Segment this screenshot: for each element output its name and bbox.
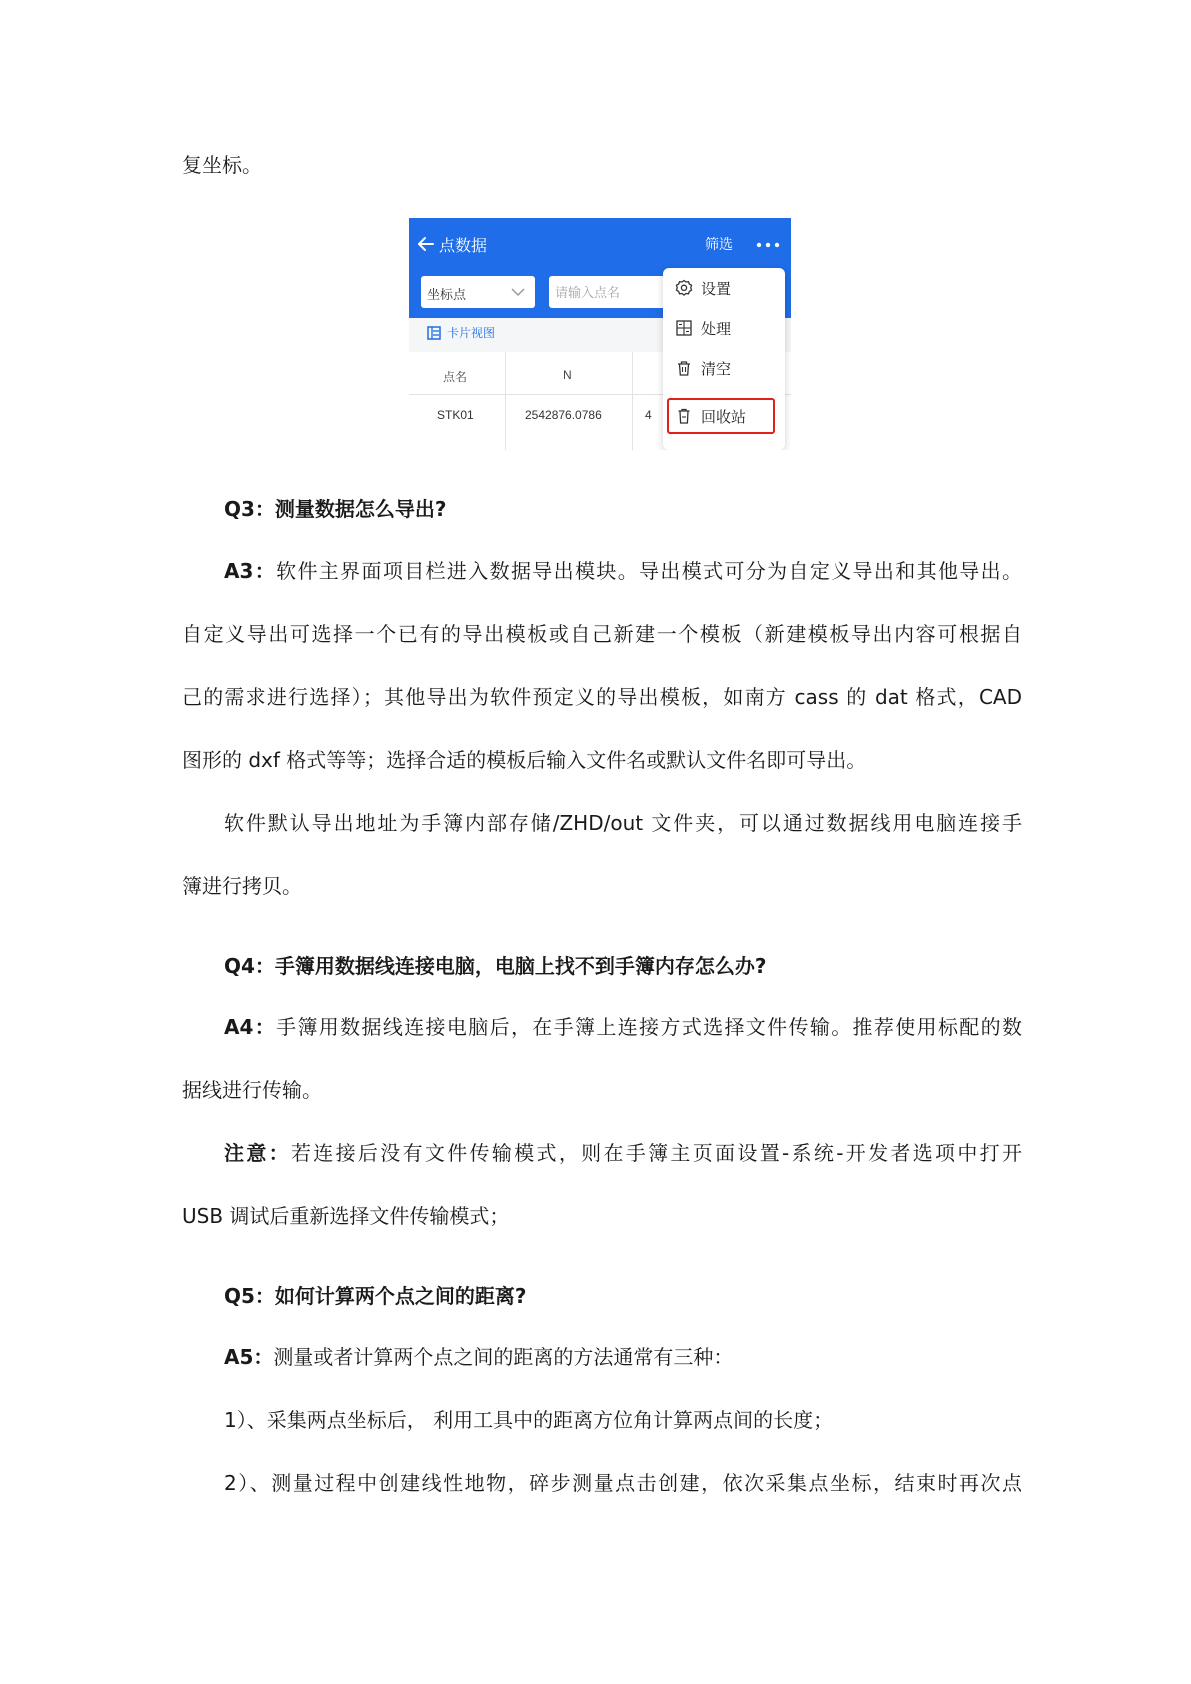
menu-item-process[interactable] — [675, 316, 731, 340]
table-cell-n[interactable]: 2542876.0786 — [525, 408, 602, 422]
q5-question-text: 如何计算两个点之间的距离? — [274, 1284, 527, 1308]
point-name-search-input[interactable] — [549, 276, 679, 308]
q3-label: Q3： — [224, 497, 275, 521]
a3-text: 软件主界面项目栏进入数据导出模块。导出模式可分为自定义导出和其他导出。 — [276, 559, 1023, 583]
app-screenshot — [409, 218, 791, 450]
table-cell-e[interactable]: 4 — [645, 408, 652, 422]
process-icon — [675, 319, 693, 337]
card-view-label: 卡片视图 — [447, 326, 496, 340]
q5-label: Q5： — [224, 1284, 275, 1308]
note-text: 若连接后没有文件传输模式，则在手簿主页面设置-系统-开发者选项中打开 — [290, 1141, 1023, 1165]
q3-answer-line-4: 图形的 dxf 格式等等；选择合适的模板后输入文件名或默认文件名即可导出。 — [182, 748, 867, 772]
q4-note-line-2: USB 调试后重新选择文件传输模式； — [182, 1204, 510, 1228]
app-title: 点数据 — [439, 238, 488, 255]
menu-item-clear[interactable] — [675, 356, 731, 380]
table-header-point-name: 点名 — [443, 370, 468, 384]
q3-answer-line-2: 自定义导出可选择一个已有的导出模板或自己新建一个模板（新建模板导出内容可根据自 — [182, 622, 1022, 646]
a5-text: 测量或者计算两个点之间的距离的方法通常有三种： — [273, 1345, 734, 1369]
q3-note-line-1: 软件默认导出地址为手簿内部存储/ZHD/out 文件夹，可以通过数据线用电脑连接手 — [224, 811, 1022, 835]
menu-item-label: 清空 — [701, 360, 732, 378]
more-menu — [663, 268, 785, 450]
chevron-down-icon — [511, 288, 525, 297]
clear-icon — [675, 359, 693, 377]
table-header-n: N — [563, 368, 572, 382]
more-dots-icon[interactable] — [756, 242, 780, 248]
gear-icon — [675, 279, 693, 297]
menu-item-label: 回收站 — [701, 408, 747, 426]
a3-label: A3： — [224, 559, 277, 583]
q3-note-line-2: 簿进行拷贝。 — [182, 874, 302, 898]
q5-item-1: 1）、采集两点坐标后， 利用工具中的距离方位角计算两点间的长度； — [224, 1408, 834, 1432]
card-view-toggle[interactable] — [427, 324, 495, 341]
coord-type-select[interactable] — [421, 276, 535, 308]
note-label: 注意： — [224, 1141, 291, 1165]
q4-answer-line-2: 据线进行传输。 — [182, 1078, 322, 1102]
table-cell-point-name[interactable]: STK01 — [437, 408, 474, 422]
q4-answer-line-1 — [224, 1012, 1022, 1042]
filter-button[interactable]: 筛选 — [705, 236, 733, 252]
q5-item-2: 2）、测量过程中创建线性地物，碎步测量点击创建，依次采集点坐标，结束时再次点 — [224, 1471, 1022, 1495]
menu-item-label: 处理 — [701, 320, 732, 338]
a4-text: 手簿用数据线连接电脑后，在手簿上连接方式选择文件传输。推荐使用标配的数 — [276, 1015, 1023, 1039]
a5-label: A5： — [224, 1345, 274, 1369]
menu-item-settings[interactable] — [675, 276, 731, 300]
back-arrow-icon[interactable] — [417, 235, 435, 253]
menu-item-label: 设置 — [701, 280, 732, 298]
intro-tail-text: 复坐标。 — [182, 153, 262, 177]
coord-type-value: 坐标点 — [427, 287, 467, 302]
q4-question — [224, 951, 1022, 981]
q3-question-text: 测量数据怎么导出? — [274, 497, 447, 521]
q4-question-text: 手簿用数据线连接电脑，电脑上找不到手簿内存怎么办? — [274, 954, 767, 978]
a4-label: A4： — [224, 1015, 277, 1039]
card-view-icon — [427, 326, 441, 340]
q5-question — [224, 1281, 1022, 1311]
q4-label: Q4： — [224, 954, 275, 978]
table-divider — [632, 352, 633, 450]
q4-note-line-1 — [224, 1138, 1022, 1168]
q3-answer-line-3: 己的需求进行选择）；其他导出为软件预定义的导出模板，如南方 cass 的 dat 格式，CAD — [182, 685, 1022, 709]
recycle-bin-highlight-box — [667, 398, 775, 434]
q3-answer-line-1 — [224, 556, 1022, 586]
q5-answer-intro — [224, 1342, 1022, 1372]
q3-question — [224, 494, 1022, 524]
table-divider — [505, 352, 506, 450]
